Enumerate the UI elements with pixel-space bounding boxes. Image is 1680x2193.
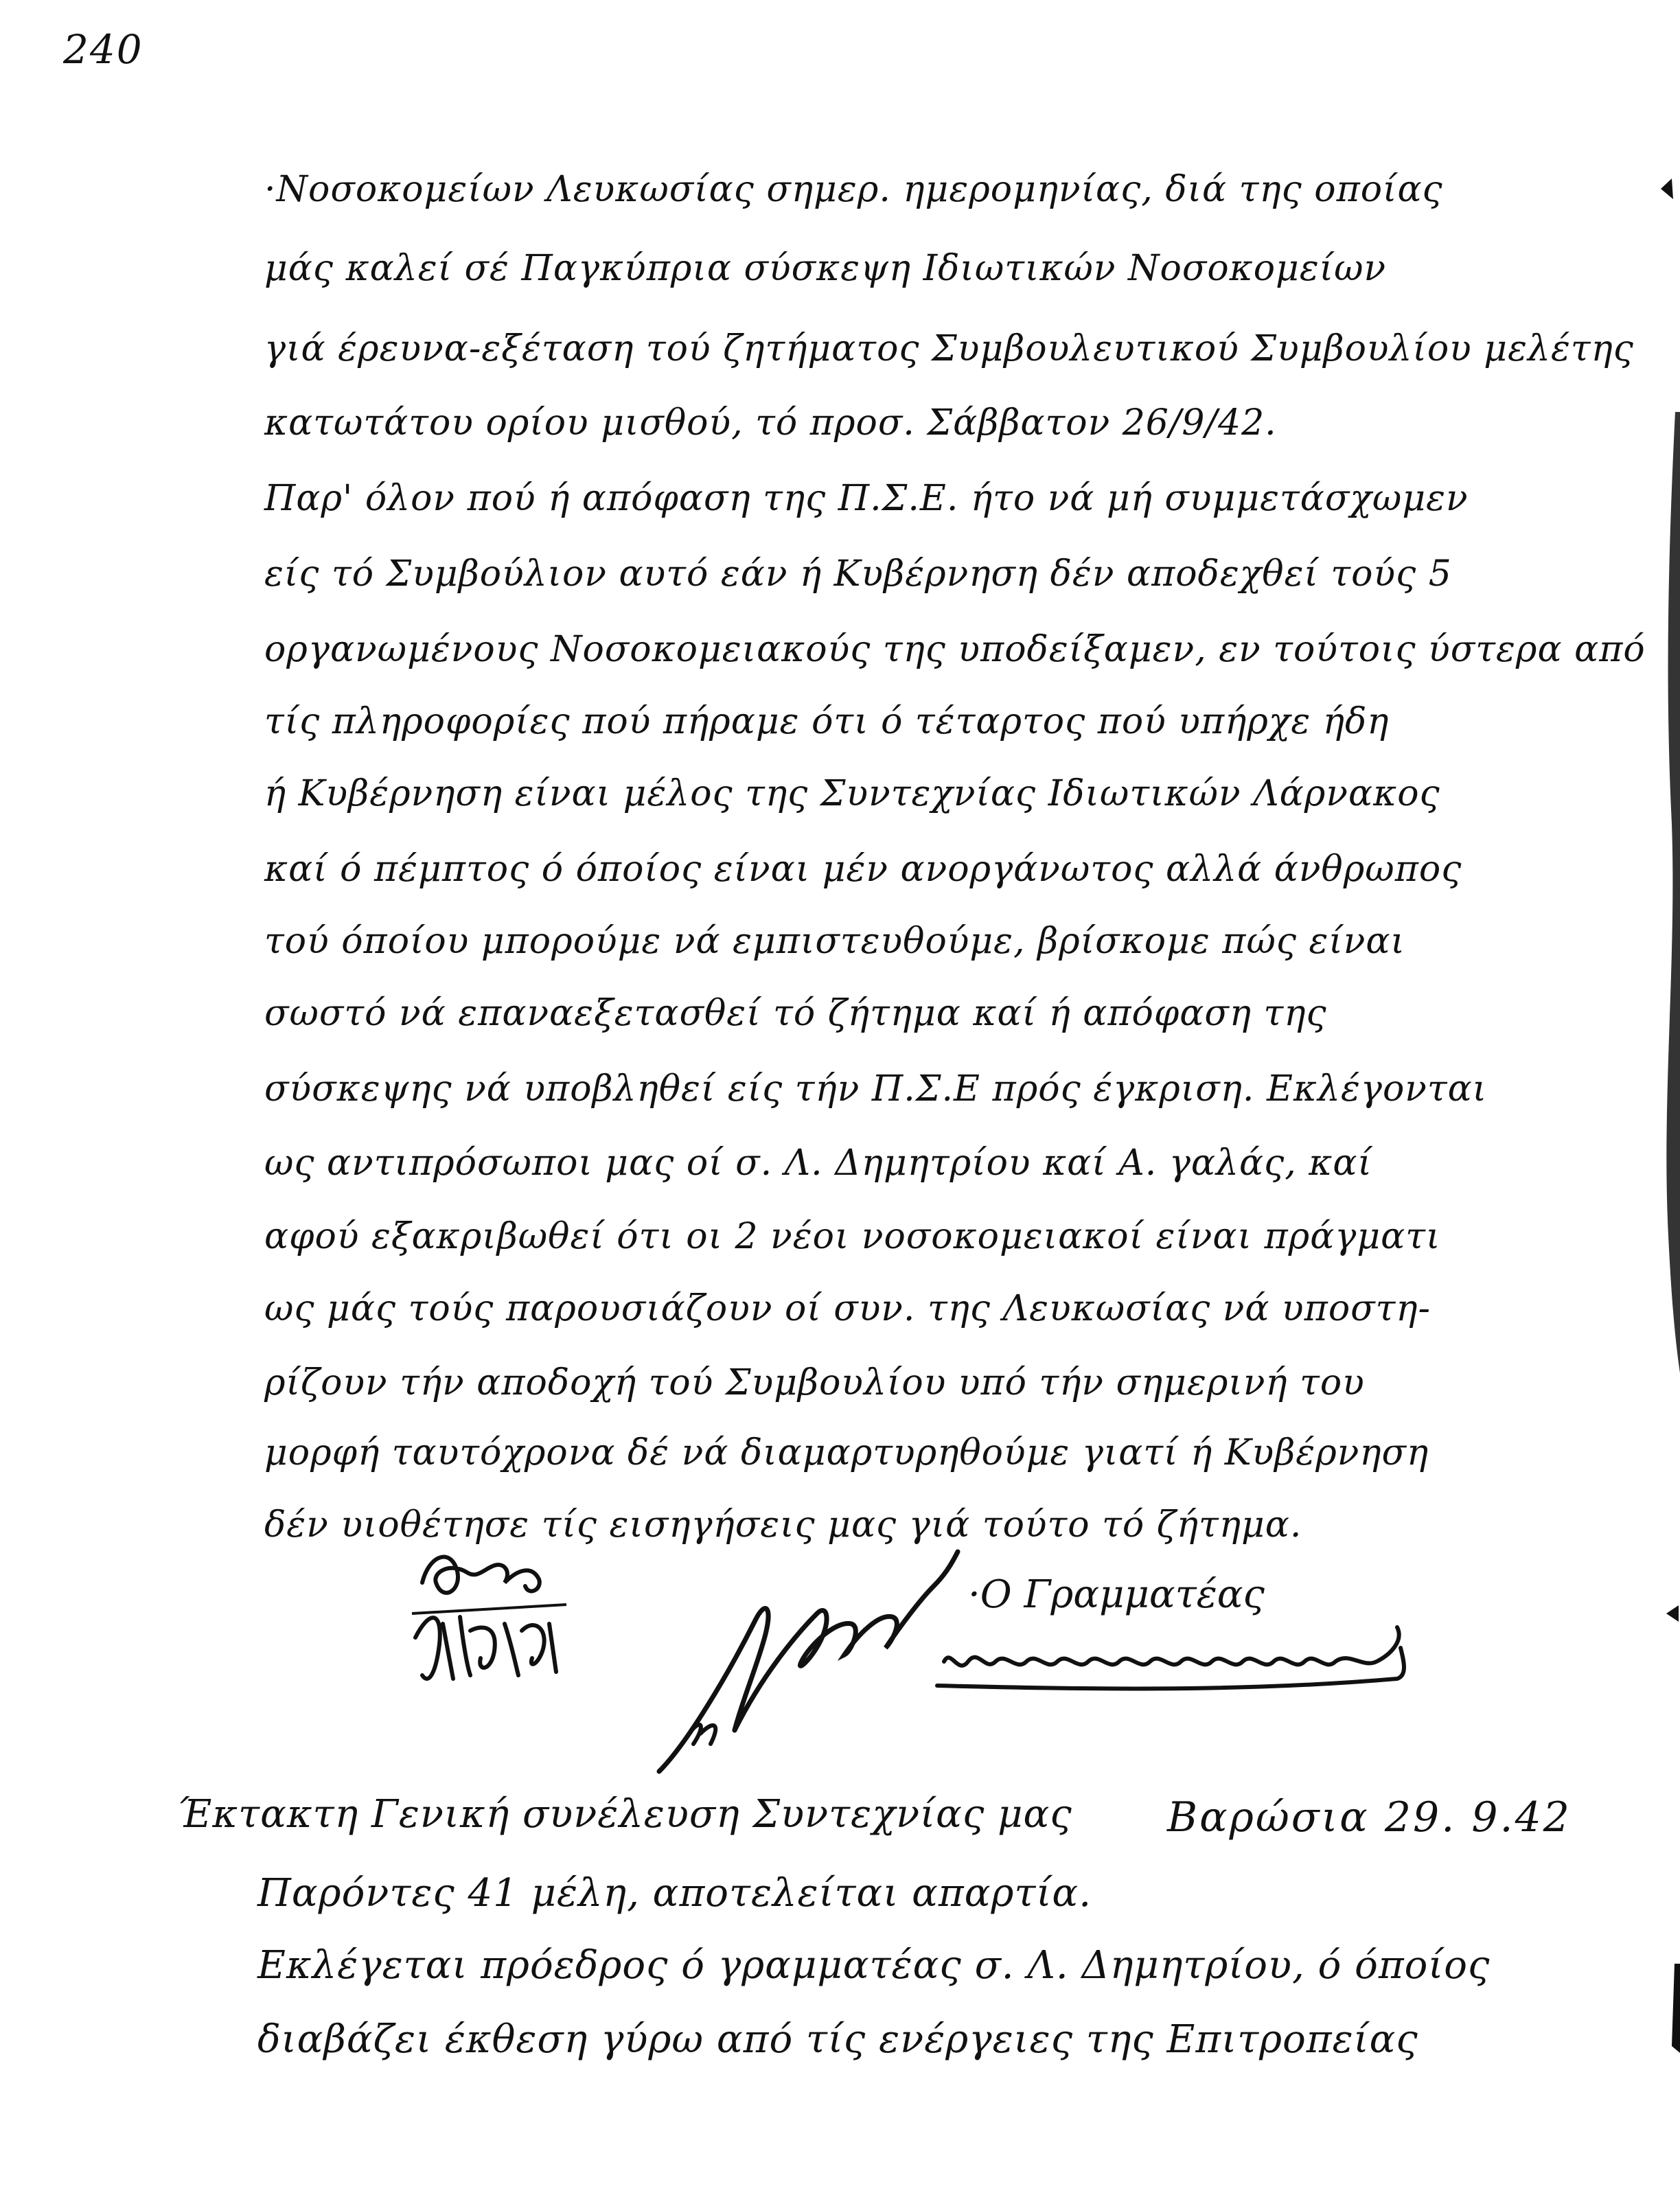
minutes-line: καί ό πέμπτος ό όποίος είναι μέν ανοργάνωτος αλλά άνθρωπος <box>264 849 1462 890</box>
page-number: 240 <box>63 26 143 73</box>
scan-mark <box>1665 1600 1680 1627</box>
minutes-line: τίς πληροφορίες πού πήραμε ότι ό τέταρτος πού υπήρχε ήδη <box>264 701 1390 742</box>
minutes-line: Παρ' όλον πού ή απόφαση της Π.Σ.Ε. ήτο νά μή συμμετάσχωμεν <box>264 478 1469 519</box>
meeting-line: Εκλέγεται πρόεδρος ό γραμματέας σ. Λ. Δημητρίου, ό όποίος <box>257 1943 1491 1988</box>
minutes-line: δέν υιοθέτησε τίς εισηγήσεις μας γιά τούτο τό ζήτημα. <box>264 1504 1302 1546</box>
minutes-line: σύσκεψης νά υποβληθεί είς τήν Π.Σ.Ε πρός έγκριση. Εκλέγονται <box>264 1068 1488 1110</box>
minutes-line: μάς καλεί σέ Παγκύπρια σύσκεψη Ιδιωτικών Νοσοκομείων <box>264 248 1387 289</box>
minutes-line: γιά έρευνα-εξέταση τού ζητήματος Συμβουλευτικού Συμβουλίου μελέτης <box>264 328 1634 369</box>
meeting-place-date: Βαρώσια 29. 9.42 <box>1167 1793 1572 1841</box>
meeting-line: διαβάζει έκθεση γύρω από τίς ενέργειες της Επιτροπείας <box>257 2017 1418 2062</box>
chairman-signature <box>402 1541 580 1699</box>
scan-mark <box>1658 175 1675 203</box>
president-signature <box>645 1538 968 1785</box>
minutes-line: ρίζουν τήν αποδοχή τού Συμβουλίου υπό τήν σημερινή του <box>264 1362 1365 1403</box>
minutes-line: ως μάς τούς παρουσιάζουν οί συν. της Λευκωσίας νά υποστη- <box>264 1288 1431 1329</box>
minutes-line: είς τό Συμβούλιον αυτό εάν ή Κυβέρνηση δέν αποδεχθεί τούς 5 <box>264 553 1452 595</box>
minutes-line: ·Νοσοκομείων Λευκωσίας σημερ. ημερομηνίας, διά της οποίας <box>264 169 1443 210</box>
secretary-signature <box>930 1620 1411 1703</box>
minutes-line: ή Κυβέρνηση είναι μέλος της Συντεχνίας Ιδιωτικών Λάρνακος <box>264 773 1440 814</box>
minutes-line: ως αντιπρόσωποι μας οί σ. Λ. Δημητρίου καί Α. γαλάς, καί <box>264 1143 1372 1184</box>
meeting-line: Παρόντες 41 μέλη, αποτελείται απαρτία. <box>257 1871 1092 1916</box>
meeting-heading: Έκτακτη Γενική συνέλευση Συντεχνίας μας <box>177 1792 1072 1837</box>
minutes-line: οργανωμένους Νοσοκομειακούς της υποδείξαμεν, εν τούτοις ύστερα από <box>264 629 1646 670</box>
minutes-line: μορφή ταυτόχρονα δέ νά διαμαρτυρηθούμε γιατί ή Κυβέρνηση <box>264 1432 1429 1473</box>
minutes-line: κατωτάτου ορίου μισθού, τό προσ. Σάββατον 26/9/42. <box>264 402 1277 444</box>
minutes-line: αφού εξακριβωθεί ότι οι 2 νέοι νοσοκομειακοί είναι πράγματι <box>264 1216 1441 1257</box>
scan-shadow <box>1665 1964 1680 2053</box>
secretary-label: ·Ο Γραμματέας <box>968 1572 1265 1617</box>
scan-shadow <box>1634 412 1680 1373</box>
minutes-line: τού όποίου μπορούμε νά εμπιστευθούμε, βρίσκομε πώς είναι <box>264 921 1405 962</box>
minutes-line: σωστό νά επαναεξετασθεί τό ζήτημα καί ή απόφαση της <box>264 993 1327 1034</box>
